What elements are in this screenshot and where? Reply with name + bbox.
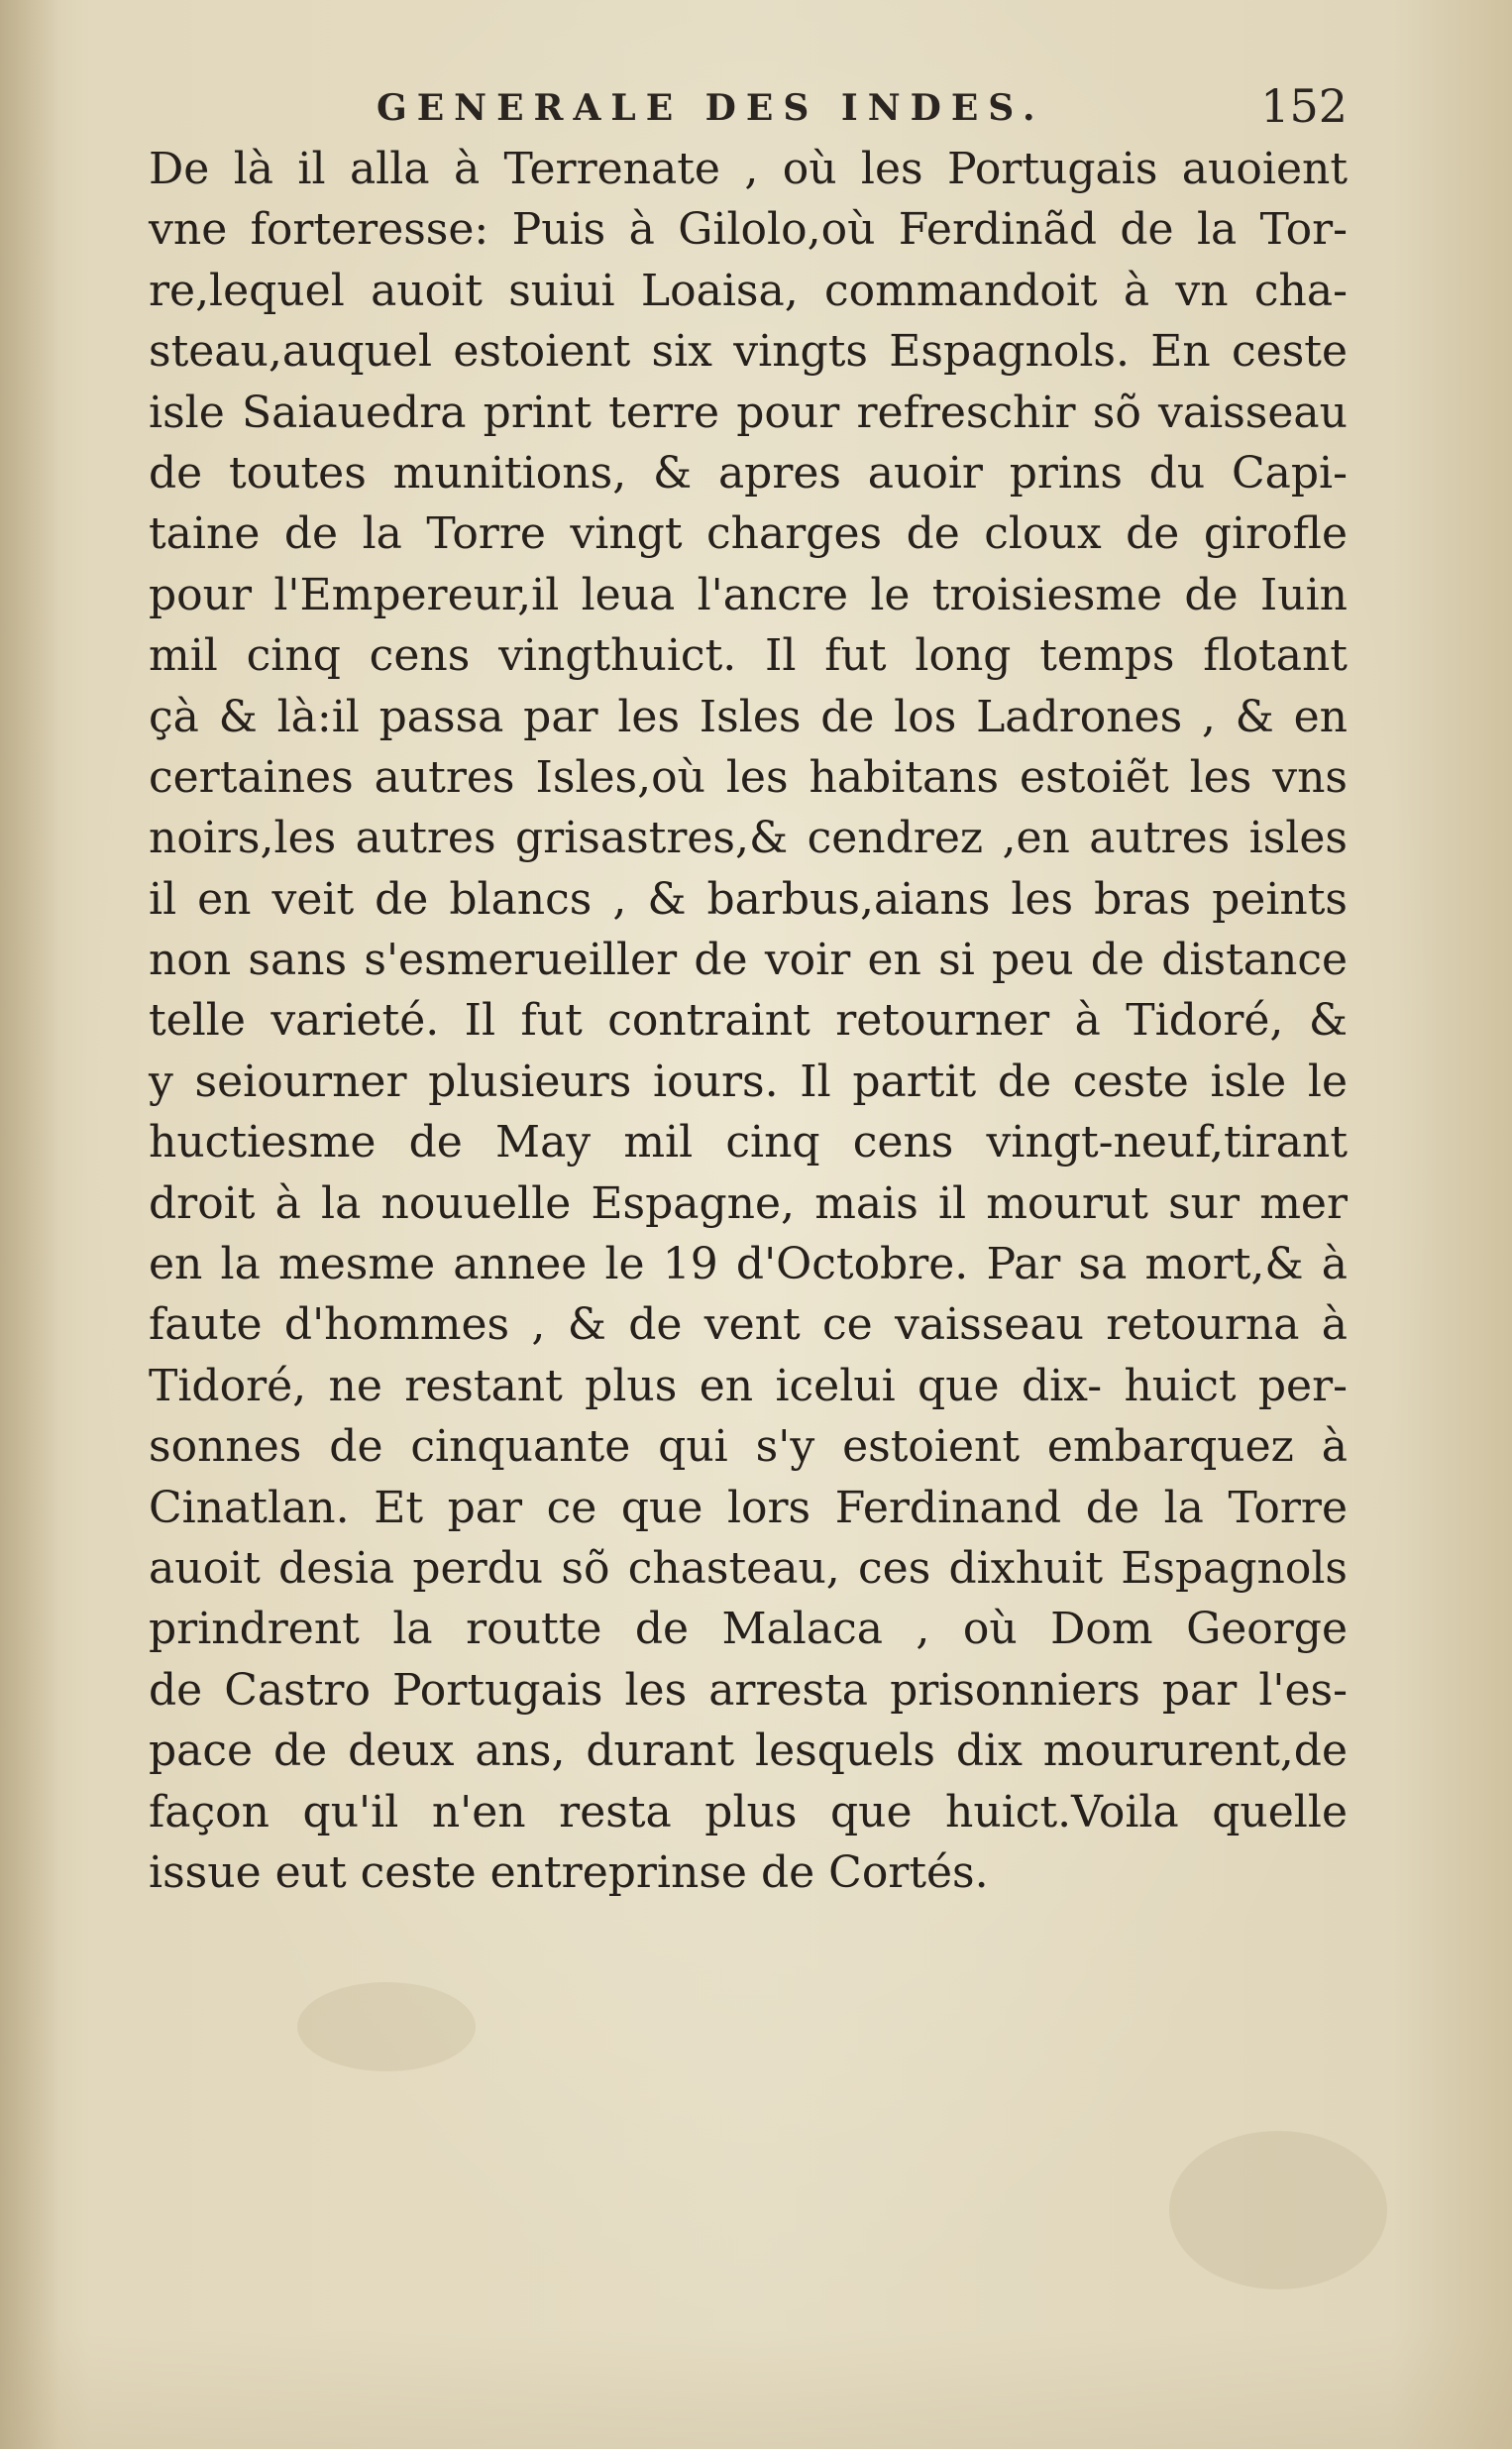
text-line: De là il alla à Terrenate , où les Portugais auoient [149,144,1348,194]
page-number: 152 [1260,79,1348,133]
text-line: taine de la Torre vingt charges de cloux de girofle [149,508,1348,560]
page-edge-shading [0,2330,1512,2449]
text-line: Tidoré, ne restant plus en icelui que dix- huict per- [149,1360,1348,1411]
text-line: telle varieté. Il fut contraint retourner à Tidoré, & [149,995,1348,1047]
text-line: en la mesme annee le 19 d'Octobre. Par sa mort,& à [149,1239,1348,1290]
text-line: issue eut ceste entreprinse de Cortés. [149,1846,989,1898]
paper-stain [1169,2131,1387,2289]
paper-stain [297,1982,476,2071]
text-line: pace de deux ans, durant lesquels dix moururent,de [149,1725,1348,1777]
text-line: huctiesme de May mil cinq cens vingt-neuf,tirant [149,1117,1348,1169]
text-line: Cinatlan. Et par ce que lors Ferdinand de la Torre [149,1482,1348,1533]
text-line: non sans s'esmerueiller de voir en si peu de distance [149,935,1348,986]
running-head: GENERALE DES INDES. [377,87,1045,129]
text-line: droit à la nouuelle Espagne, mais il mourut sur mer [149,1177,1348,1229]
text-line: re,lequel auoit suiui Loaisa, commandoit à vn cha- [149,265,1348,316]
text-line: faute d'hommes , & de vent ce vaisseau retourna à [149,1299,1348,1351]
text-line: auoit desia perdu sõ chasteau, ces dixhuit Espagnols [149,1542,1348,1594]
text-line: de toutes munitions, & apres auoir prins du Capi- [149,447,1348,499]
text-line: isle Saiauedra print terre pour refreschir sõ vaisseau [149,387,1348,438]
text-line: y seiourner plusieurs iours. Il partit de ceste isle le [149,1056,1348,1107]
text-line: mil cinq cens vingthuict. Il fut long temps flotant [149,630,1348,682]
text-line: çà & là:il passa par les Isles de los Ladrones , & en [149,691,1348,742]
text-line: de Castro Portugais les arresta prisonniers par l'es- [149,1664,1348,1716]
text-line: vne forteresse: Puis à Gilolo,où Ferdinãd de la Tor- [149,204,1348,256]
text-line: steau,auquel estoient six vingts Espagnols. En ceste [149,326,1348,378]
text-line: il en veit de blancs , & barbus,aians les bras peints [149,873,1348,925]
gutter-shadow [0,0,59,2449]
body-text [149,139,1348,1903]
text-line: certaines autres Isles,où les habitans estoiẽt les vns [149,751,1348,803]
text-line: pour l'Empereur,il leua l'ancre le troisiesme de Iuin [149,569,1348,620]
text-line: noirs,les autres grisastres,& cendrez ,en autres isles [149,813,1348,864]
text-line: façon qu'il n'en resta plus que huict.Voila quelle [149,1786,1348,1837]
text-line: prindrent la routte de Malaca , où Dom George [149,1604,1348,1655]
text-line: sonnes de cinquante qui s'y estoient embarquez à [149,1421,1348,1473]
